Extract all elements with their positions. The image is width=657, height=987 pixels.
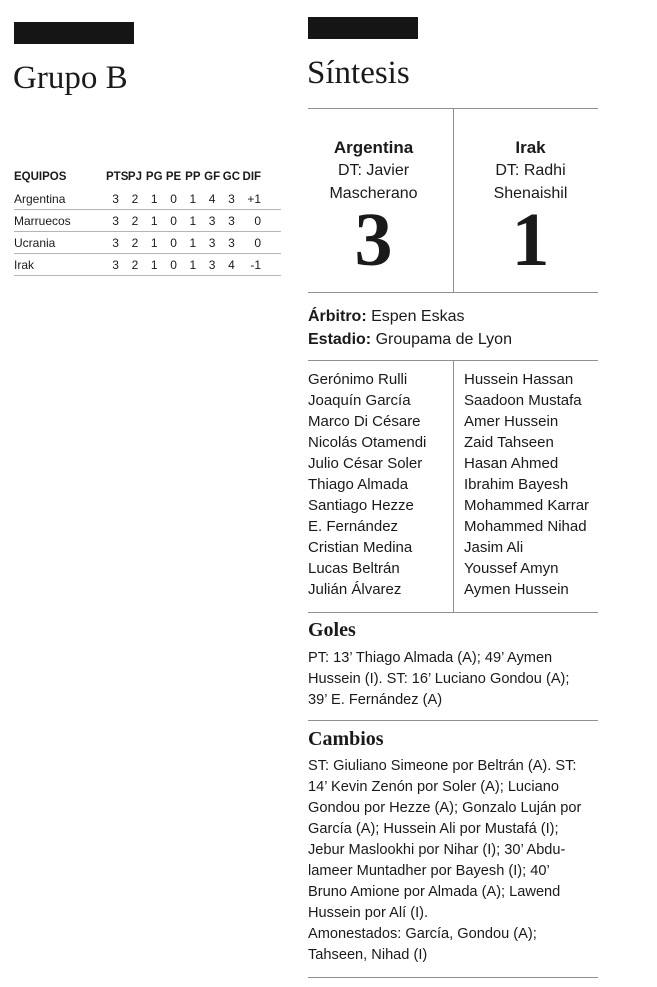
col-header-gc: GC [222,171,241,183]
home-score: 3 [354,198,393,282]
player-name: Santiago Hezze [308,497,414,514]
col-header-pj: PJ [127,171,142,183]
stat-cell: 2 [131,257,139,272]
col-header-pe: PE [165,171,182,183]
player-name: Cristian Medina [308,539,413,556]
stat-cell: 1 [150,213,158,228]
stat-cell: 0 [170,213,177,228]
table-row [14,210,281,232]
standings-table [14,166,281,276]
player-name: Lucas Beltrán [308,560,400,577]
text-line: 39’ E. Fernández (A) [308,692,443,708]
player-name: Amer Hussein [464,413,559,430]
home-lineup [308,369,426,600]
referee-name: Espen Eskas [371,308,465,325]
goals-text [308,648,600,711]
away-coach-line: Shenaishil [493,185,568,202]
divider [308,612,598,613]
stat-cell: 3 [228,191,235,206]
player-name: Marco Di Césare [308,413,421,430]
stat-cell: 2 [131,235,139,250]
stat-cell: 1 [189,235,197,250]
player-name: Saadoon Mustafa [464,392,582,409]
player-name: Julio César Soler [308,455,423,472]
player-name: Joaquín García [308,392,411,409]
stat-cell: 3 [228,213,235,228]
stat-cell: 0 [170,257,177,272]
stat-cell: 3 [112,235,119,250]
stadium-label: Estadio: [308,331,372,348]
text-line: Hussein por Alí (I). [308,905,429,921]
player-name: Jasim Ali [464,539,524,556]
stat-cell: 4 [208,191,216,206]
stat-cell: 0 [254,235,262,250]
referee-line [308,305,465,328]
standings-header [14,166,281,188]
stat-cell: 2 [131,191,139,206]
player-name: Gerónimo Rulli [308,371,408,388]
player-name: Youssef Amyn [464,560,559,577]
group-title: Grupo B [13,60,128,96]
stat-cell: 2 [131,213,139,228]
home-team-name: Argentina [333,138,414,157]
player-name: Hasan Ahmed [464,455,559,472]
divider [308,292,598,293]
player-name: Ibrahim Bayesh [464,476,569,493]
player-name: Hussein Hassan [464,371,574,388]
player-name: Zaid Tahseen [464,434,554,451]
text-line: Tahseen, Nihad (I) [308,947,428,963]
section-label-bar [308,17,418,39]
stat-cell: 3 [208,235,216,250]
away-score: 1 [511,198,550,282]
stat-cell: +1 [247,191,262,206]
home-coach-line: DT: Javier [337,162,410,179]
text-line: lameer Muntadher por Bayesh (I); 40’ [308,863,550,879]
text-line: Hussein (I). ST: 16’ Luciano Gondou (A); [308,671,570,687]
table-row [14,254,281,276]
player-name: Julián Álvarez [308,581,402,598]
text-line: 14’ Kevin Zenón por Soler (A); Luciano [308,779,559,795]
stat-cell: 3 [208,257,216,272]
home-team-block [301,137,446,205]
away-team-block [458,137,603,205]
stat-cell: 1 [150,235,158,250]
stat-cell: 3 [112,213,119,228]
stadium-name: Groupama de Lyon [375,331,512,348]
stat-cell: 3 [228,235,235,250]
stat-cell: -1 [250,257,262,272]
col-header-dif: DIF [242,171,262,183]
stat-cell: 3 [208,213,216,228]
text-line: Bruno Amione por Almada (A); Lawend [308,884,561,900]
stat-cell: 1 [150,191,158,206]
text-line: García (A); Hussein Ali por Mustafá (I); [308,821,559,837]
stat-cell: 3 [112,191,119,206]
player-name: Mohammed Nihad [464,518,587,535]
stat-cell: 1 [189,257,197,272]
stat-cell: 1 [189,191,197,206]
stat-cell: 0 [170,191,177,206]
text-line: ST: Giuliano Simeone por Beltrán (A). ST: [308,758,577,774]
text-line: Amonestados: García, Gondou (A); [308,926,537,942]
stat-cell: 0 [254,213,262,228]
text-line: PT: 13’ Thiago Almada (A); 49’ Aymen [308,650,553,666]
divider [308,720,598,721]
player-name: Thiago Almada [308,476,409,493]
goals-heading: Goles [308,619,356,641]
team-cell: Ucrania [14,235,56,250]
col-header-team: EQUIPOS [14,171,67,183]
player-name: Nicolás Otamendi [308,434,427,451]
substitutions-heading: Cambios [308,728,384,750]
text-line: Gondou por Hezze (A); Gonzalo Luján por [308,800,582,816]
col-header-pg: PG [145,171,163,183]
home-coach-line: Mascherano [329,185,418,202]
team-cell: Irak [14,257,35,272]
divider [453,108,454,292]
stat-cell: 4 [228,257,235,272]
away-team-name: Irak [515,138,546,157]
stat-cell: 3 [112,257,119,272]
divider [453,360,454,612]
player-name: E. Fernández [308,518,399,535]
away-lineup [464,369,589,600]
team-cell: Marruecos [14,213,71,228]
stat-cell: 1 [150,257,158,272]
substitutions-text [308,756,600,966]
player-name: Mohammed Karrar [464,497,590,514]
col-header-gf: GF [204,171,221,183]
col-header-pts: PTS [106,171,129,183]
team-cell: Argentina [14,191,66,206]
stat-cell: 0 [170,235,177,250]
away-coach-line: DT: Radhi [495,162,566,179]
table-row [14,188,281,210]
text-line: Jebur Maslookhi por Nihar (I); 30’ Abdu- [308,842,566,858]
divider [308,977,598,978]
col-header-pp: PP [185,171,201,183]
table-row [14,232,281,254]
section-label-bar [14,22,134,44]
player-name: Aymen Hussein [464,581,569,598]
stadium-line [308,328,512,351]
synthesis-title: Síntesis [307,55,410,91]
referee-label: Árbitro: [308,308,367,325]
stat-cell: 1 [189,213,197,228]
